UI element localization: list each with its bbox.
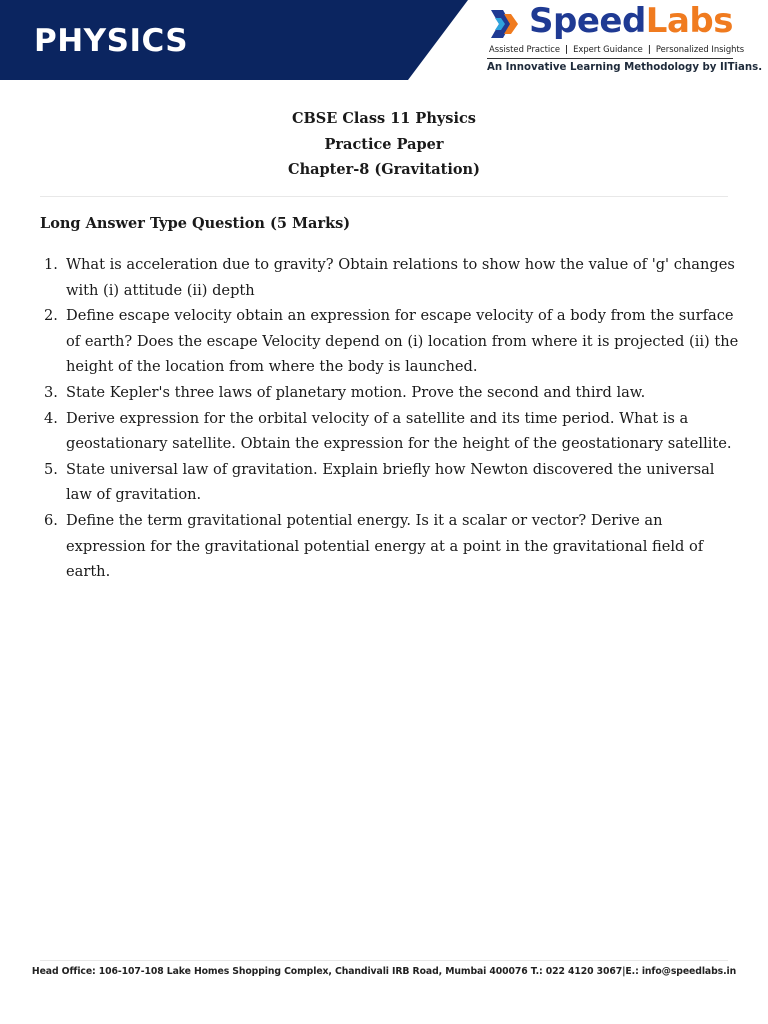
title-divider xyxy=(40,196,728,197)
speedlabs-logo xyxy=(487,1,763,78)
chevron-logo-icon xyxy=(487,6,523,42)
question-item xyxy=(40,303,740,380)
question-item xyxy=(40,380,740,406)
question-list xyxy=(40,252,740,585)
logo-word-labs: Labs xyxy=(645,1,733,41)
question-number: 5. xyxy=(44,460,58,478)
logo-motto: An Innovative Learning Methodology by IITians. xyxy=(487,62,763,73)
question-number: 4. xyxy=(44,409,58,427)
header-banner xyxy=(0,0,768,80)
question-number: 2. xyxy=(44,307,58,325)
section-heading: Long Answer Type Question (5 Marks) xyxy=(40,215,351,232)
tagline-separator: | xyxy=(647,44,651,54)
footer-divider xyxy=(40,960,728,961)
question-text: State universal law of gravitation. Explain briefly how Newton discovered the universal law of gravitation. xyxy=(66,460,715,504)
footer-contact: Head Office: 106-107-108 Lake Homes Shopping Complex, Chandivali IRB Road, Mumbai 400076 T.: 022 4120 3067|E.: info@speedlabs.in xyxy=(31,966,737,977)
logo-taglines xyxy=(489,44,744,54)
question-text: Derive expression for the orbital velocity of a satellite and its time period. What is a geostationary satellite. Obtain the expression for the height of the geostationary satellite. xyxy=(66,409,732,453)
title-chapter: Chapter-8 (Gravitation) xyxy=(288,161,480,178)
subject-title: PHYSICS xyxy=(34,23,189,59)
tagline-separator: | xyxy=(565,44,569,54)
question-item xyxy=(40,508,740,585)
logo-wordmark xyxy=(529,1,733,41)
title-exam: CBSE Class 11 Physics xyxy=(292,110,476,127)
tagline-personalized-insights: Personalized Insights xyxy=(655,44,745,54)
logo-word-speed: Speed xyxy=(529,1,646,41)
question-text: Define escape velocity obtain an expression for escape velocity of a body from the surface of earth? Does the escape Velocity depend on (i) location from where it is projected (ii) the height of the location from where the body is launched. xyxy=(66,307,739,376)
document-title-block xyxy=(0,106,768,183)
question-number: 1. xyxy=(44,256,58,273)
title-paper-type: Practice Paper xyxy=(324,135,444,153)
tagline-assisted-practice: Assisted Practice xyxy=(489,44,561,54)
question-number: 3. xyxy=(44,383,58,401)
question-item xyxy=(40,252,740,303)
question-text: Define the term gravitational potential energy. Is it a scalar or vector? Derive an expression for the gravitational potential energy at a point in the gravitational field of earth. xyxy=(66,511,704,581)
question-text: State Kepler's three laws of planetary motion. Prove the second and third law. xyxy=(66,383,646,401)
question-item xyxy=(40,406,740,457)
logo-divider xyxy=(487,58,733,59)
question-item xyxy=(40,457,740,508)
question-number: 6. xyxy=(44,511,58,529)
tagline-expert-guidance: Expert Guidance xyxy=(573,44,643,54)
question-text: What is acceleration due to gravity? Obtain relations to show how the value of 'g' changes with (i) attitude (ii) depth xyxy=(66,256,735,299)
